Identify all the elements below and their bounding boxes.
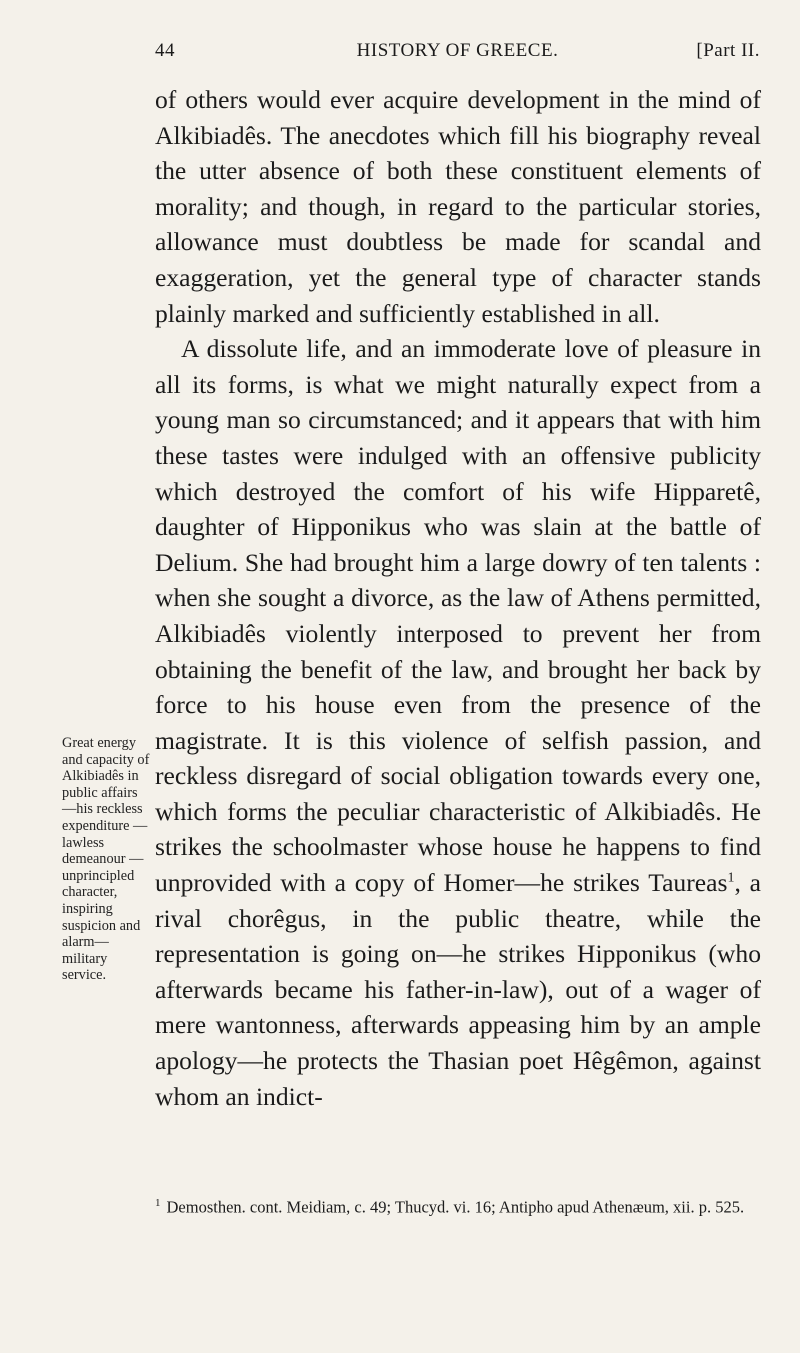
part-label: [Part II. — [696, 40, 760, 61]
footnote-marker: 1 — [155, 1197, 161, 1209]
paragraph-main-part1: A dissolute life, and an immoderate love of pleasure in all its forms, is what we might naturally expect from a young man so circumstanced; and it appears that with him these tastes were indulged with an offensive publicity which destroyed the comfort of his wife Hipparetê, daughter of Hipponikus who was slain at the battle of Delium. She had brought him a large dowry of ten talents : when she sought a divorce, as the law of Athens permitted, Alkibiadês violently interposed to prevent her from obtaining the benefit of the law, and brought her back by force to his house even from the presence of the magistrate. It is this violence of selfish passion, and reckless disregard of social obligation towards every one, which forms the peculiar characteristic of Alkibiadês. He strikes the schoolmaster whose house he happens to find unprovided with a copy of Homer—he strikes Taureas — [155, 334, 761, 898]
paragraph-main-part2: , a rival chorêgus, in the public theatre, while the representation is going on—he strikes Hipponikus (who afterwards became his father-in-law), out of a wager of mere wantonness, afterwards appeasing him by an ample apology—he protects the Thasian poet Hêgêmon, against whom an indict- — [155, 868, 761, 1111]
paragraph-continued: of others would ever acquire development in the mind of Alkibiadês. The anecdotes which fill his biography reveal the utter absence of both these constituent elements of morality; and though, in regard to the particular stories, allowance must doubtless be made for scandal and exaggeration, yet the general type of character stands plainly marked and sufficiently established in all. — [155, 85, 761, 328]
running-header — [155, 40, 760, 68]
marginal-note: Great energy and capacity of Alkibiadês in public affairs—his reckless expenditure —lawless demeanour —unprincipled character, inspiring suspicion and alarm— military service. — [62, 735, 150, 984]
footnote — [155, 1191, 761, 1220]
paragraph-main — [155, 331, 761, 1114]
footnote-reference: 1 — [727, 870, 735, 886]
body-text — [155, 82, 761, 1114]
footnote-text: Demosthen. cont. Meidiam, c. 49; Thucyd. vi. 16; Antipho apud Athenæum, xii. p. 525. — [166, 1197, 745, 1217]
page-number: 44 — [155, 40, 175, 61]
running-title: HISTORY OF GREECE. — [356, 40, 559, 61]
